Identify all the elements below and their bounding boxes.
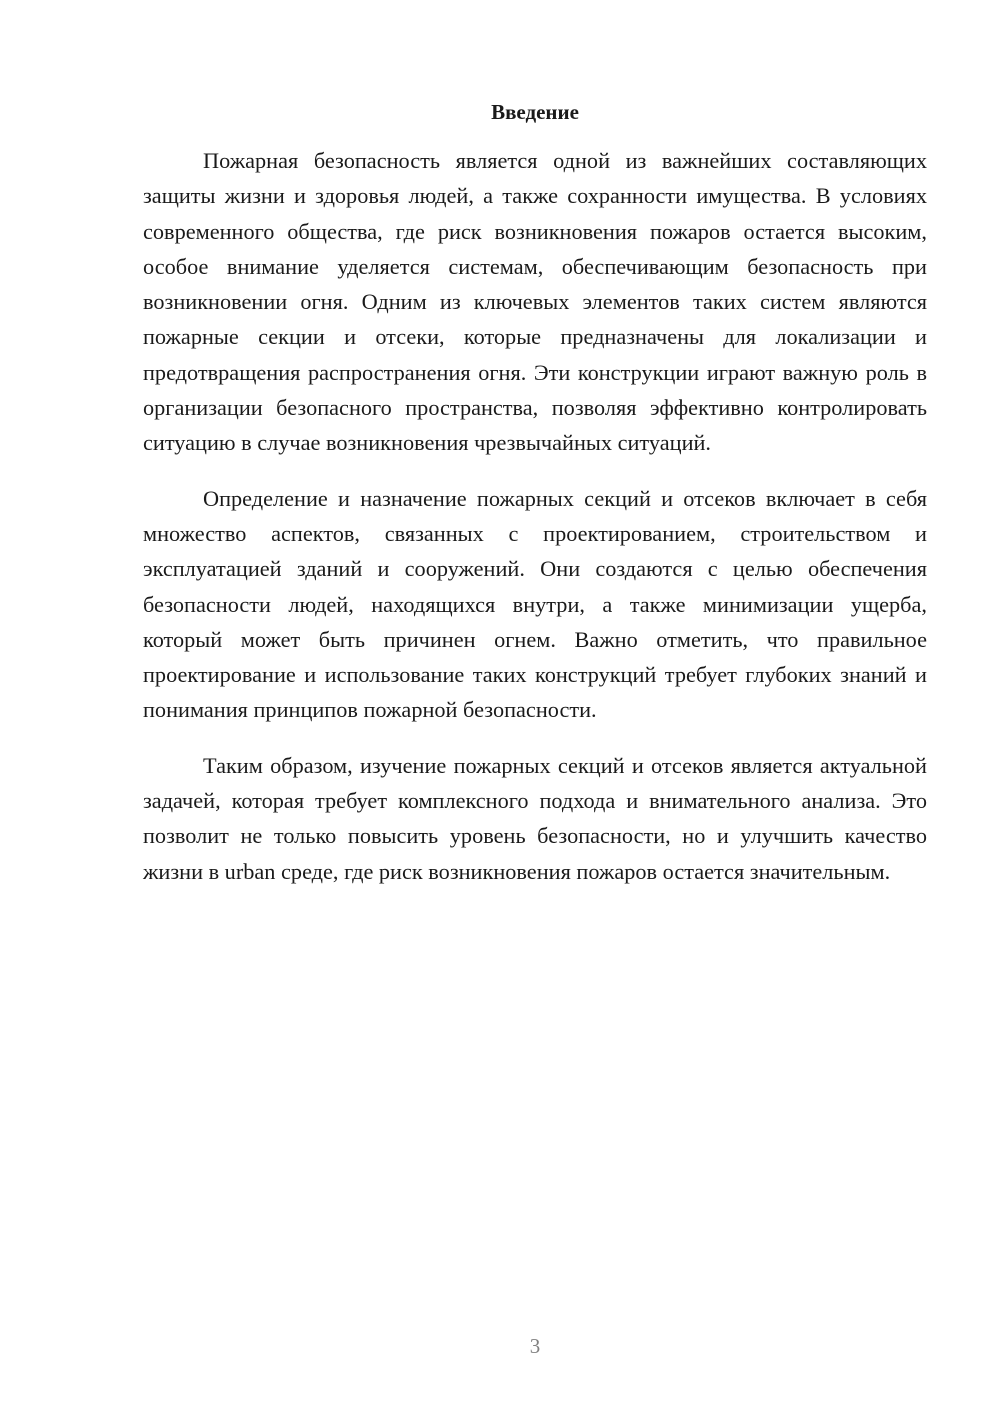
paragraph-conclusion: Таким образом, изучение пожарных секций и отсеков является актуальной задачей, которая требует комплексного подхода и внимательного анализа. Это позволит не только повысить уровень безопасности, но и улучшить качество жизни в urban среде, где риск возникновения пожаров остается значительным.	[143, 752, 927, 884]
section-heading: Введение	[491, 100, 579, 124]
page-number: 3	[529, 1334, 541, 1358]
paragraph-intro: Пожарная безопасность является одной из важнейших составляющих защиты жизни и здоровья людей, а также сохранности имущества. В условиях современного общества, где риск возникновения пожаров остается высоким, особое внимание уделяется системам, обеспечивающим безопасность при возникновении огня. Одним из ключевых элементов таких систем являются пожарные секции и отсеки, которые предназначены для локализации и предотвращения распространения огня. Эти конструкции играют важную роль в организации безопасного пространства, позволяя эффективно контролировать ситуацию в случае возникновения чрезвычайных ситуаций.	[143, 148, 927, 456]
document-body	[143, 143, 927, 889]
paragraph-definition: Определение и назначение пожарных секций и отсеков включает в себя множество аспектов, связанных с проектированием, строительством и эксплуатацией зданий и сооружений. Они создаются с целью обеспечения безопасности людей, находящихся внутри, а также минимизации ущерба, который может быть причинен огнем. Важно отметить, что правильное проектирование и использование таких конструкций требует глубоких знаний и понимания принципов пожарной безопасности.	[143, 485, 927, 723]
